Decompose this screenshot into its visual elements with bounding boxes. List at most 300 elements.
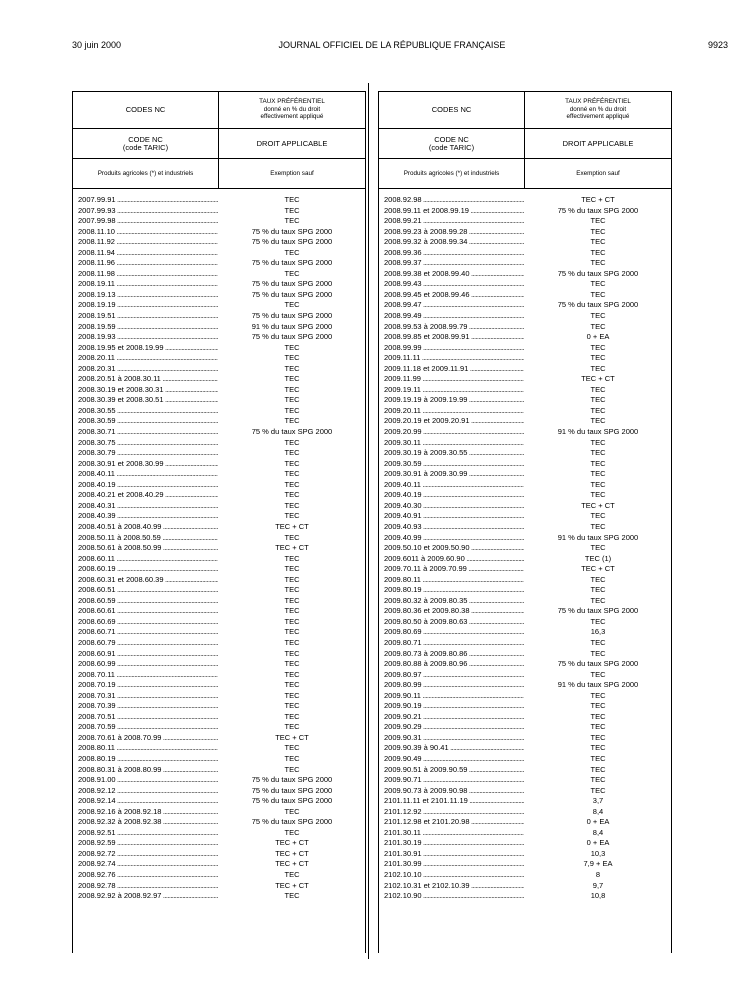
nc-code-cell: 2009.90.39 à 90.41 ..... <box>384 743 524 754</box>
duty-rate-cell: TEC <box>284 648 300 658</box>
nc-code-cell: 2008.40.31 ..... <box>78 501 218 512</box>
duty-rate-cell: TEC <box>590 226 606 236</box>
table-row <box>379 775 671 786</box>
table-row <box>379 838 671 849</box>
nc-code-cell: 2009.19.19 à 2009.19.99 ..... <box>384 395 524 406</box>
duty-rate-cell: TEC <box>590 342 606 352</box>
table-row <box>379 395 671 406</box>
duty-rate-cell: TEC <box>590 722 606 732</box>
nc-code-cell: 2008.50.11 à 2008.50.59 ..... <box>78 533 218 544</box>
duty-rate-cell: TEC <box>590 384 606 394</box>
duty-rate-cell: 75 % du taux SPG 2000 <box>251 817 333 827</box>
table-row <box>73 237 365 248</box>
nc-code-cell: 2008.92.51 ..... <box>78 828 218 839</box>
nc-code-cell: 2008.30.19 et 2008.30.31 ..... <box>78 385 218 396</box>
table-row <box>379 828 671 839</box>
table-row <box>379 533 671 544</box>
table-row <box>73 427 365 438</box>
duty-rate-cell: 0 + EA <box>586 332 610 342</box>
table-row <box>379 670 671 681</box>
table-row <box>379 807 671 818</box>
duty-rate-cell: TEC <box>284 374 300 384</box>
table-row <box>73 564 365 575</box>
duty-rate-cell: 8,4 <box>592 806 604 816</box>
nc-code-cell: 2007.99.93 ..... <box>78 206 218 217</box>
table-row <box>379 311 671 322</box>
table-row <box>73 859 365 870</box>
table-row <box>379 227 671 238</box>
duty-rate-cell: 75 % du taux SPG 2000 <box>251 427 333 437</box>
nc-code-cell: 2009.90.73 à 2009.90.98 ..... <box>384 786 524 797</box>
table-row <box>379 406 671 417</box>
nc-code-cell: 2008.60.99 ..... <box>78 659 218 670</box>
table-row <box>73 416 365 427</box>
nc-code-cell: 2009.19.11 ..... <box>384 385 524 396</box>
duty-rate-cell: TEC <box>284 711 300 721</box>
nc-code-cell: 2009.90.29 ..... <box>384 722 524 733</box>
duty-rate-cell: TEC <box>284 564 300 574</box>
table-row <box>73 691 365 702</box>
nc-code-cell: 2101.12.98 et 2101.20.98 ..... <box>384 817 524 828</box>
issue-date: 30 juin 2000 <box>72 40 122 50</box>
nc-code-cell: 2008.92.98 ..... <box>384 195 524 206</box>
duty-rate-cell: TEC (1) <box>584 553 612 563</box>
table-row <box>73 796 365 807</box>
duty-rate-cell: TEC <box>590 648 606 658</box>
nc-code-cell: 2008.99.37 ..... <box>384 258 524 269</box>
table-row <box>73 353 365 364</box>
duty-rate-cell: 75 % du taux SPG 2000 <box>251 237 333 247</box>
table-row <box>379 206 671 217</box>
duty-rate-cell: TEC <box>284 353 300 363</box>
duty-rate-cell: TEC <box>284 680 300 690</box>
duty-rate-cell: TEC <box>590 237 606 247</box>
nc-code-cell: 2008.92.14 ..... <box>78 796 218 807</box>
table-row <box>73 733 365 744</box>
nc-code-cell: 2008.19.93 ..... <box>78 332 218 343</box>
table-row <box>73 585 365 596</box>
taux-preferentiel-heading: TAUX PRÉFÉRENTIEL donné en % du droit effectivement appliqué <box>259 98 325 121</box>
table-row <box>73 385 365 396</box>
table-row <box>73 206 365 217</box>
table-row <box>379 469 671 480</box>
duty-rate-cell: TEC <box>590 637 606 647</box>
table-row <box>379 722 671 733</box>
nc-code-cell: 2008.92.59 ..... <box>78 838 218 849</box>
duty-rate-cell: TEC <box>590 595 606 605</box>
table-row <box>379 786 671 797</box>
nc-code-cell: 2008.40.51 à 2008.40.99 ..... <box>78 522 218 533</box>
table-row <box>379 322 671 333</box>
table-row <box>73 227 365 238</box>
table-row <box>379 596 671 607</box>
codes-nc-heading: CODES NC <box>431 104 472 114</box>
table-row <box>73 395 365 406</box>
nc-code-cell: 2009.90.71 ..... <box>384 775 524 786</box>
nc-code-cell: 2008.30.91 et 2008.30.99 ..... <box>78 459 218 470</box>
table-row <box>73 248 365 259</box>
table-row <box>379 891 671 902</box>
nc-code-cell: 2008.30.59 ..... <box>78 416 218 427</box>
duty-rate-cell: TEC <box>590 690 606 700</box>
nc-code-cell: 2009.40.11 ..... <box>384 480 524 491</box>
nc-code-cell: 2008.40.21 et 2008.40.29 ..... <box>78 490 218 501</box>
nc-code-cell: 2008.99.85 et 2008.99.91 ..... <box>384 332 524 343</box>
nc-code-cell: 2102.10.90 ..... <box>384 891 524 902</box>
table-row <box>379 575 671 586</box>
table-row <box>73 680 365 691</box>
nc-code-cell: 2008.19.11 ..... <box>78 279 218 290</box>
nc-code-cell: 2009.90.19 ..... <box>384 701 524 712</box>
duty-rate-cell: 75 % du taux SPG 2000 <box>557 300 639 310</box>
table-row <box>379 617 671 628</box>
duty-rate-cell: TEC <box>284 195 300 204</box>
table-row <box>73 722 365 733</box>
table-row <box>379 733 671 744</box>
nc-code-cell: 2008.60.11 ..... <box>78 554 218 565</box>
table-row <box>73 701 365 712</box>
duty-rate-cell: TEC <box>590 732 606 742</box>
nc-code-cell: 2008.11.92 ..... <box>78 237 218 248</box>
duty-rate-cell: TEC + CT <box>275 838 309 848</box>
duty-rate-cell: 75 % du taux SPG 2000 <box>557 205 639 215</box>
nc-code-cell: 2008.70.39 ..... <box>78 701 218 712</box>
taux-preferentiel-heading: TAUX PRÉFÉRENTIEL donné en % du droit effectivement appliqué <box>565 98 631 121</box>
table-row <box>379 385 671 396</box>
table-row <box>73 596 365 607</box>
duty-rate-cell: TEC <box>284 806 300 816</box>
duty-rate-cell: TEC <box>284 437 300 447</box>
table-row <box>379 511 671 522</box>
table-row <box>379 459 671 470</box>
tariff-table-right <box>378 91 672 953</box>
table-row <box>73 638 365 649</box>
duty-rate-cell: TEC + CT <box>275 880 309 890</box>
table-row <box>73 279 365 290</box>
nc-code-cell: 2009.20.11 ..... <box>384 406 524 417</box>
table-row <box>379 859 671 870</box>
duty-rate-cell: 91 % du taux SPG 2000 <box>251 321 333 331</box>
nc-code-cell: 2009.80.73 à 2009.80.86 ..... <box>384 649 524 660</box>
duty-rate-cell: TEC <box>284 659 300 669</box>
nc-code-cell: 2101.30.11 ..... <box>384 828 524 839</box>
produits-section-label: Produits agricoles (*) et industriels <box>97 169 194 177</box>
table-row <box>73 490 365 501</box>
duty-rate-cell: TEC + CT <box>275 521 309 531</box>
nc-code-cell: 2009.30.59 ..... <box>384 459 524 470</box>
table-row <box>379 543 671 554</box>
nc-code-cell: 2008.70.19 ..... <box>78 680 218 691</box>
table-row <box>73 511 365 522</box>
nc-code-cell: 2009.20.19 et 2009.20.91 ..... <box>384 416 524 427</box>
nc-code-cell: 2007.99.91 ..... <box>78 195 218 206</box>
duty-rate-cell: TEC <box>284 300 300 310</box>
duty-rate-cell: TEC <box>284 753 300 763</box>
nc-code-cell: 2009.80.88 à 2009.80.96 ..... <box>384 659 524 670</box>
table-row <box>73 543 365 554</box>
duty-rate-cell: TEC <box>284 247 300 257</box>
nc-code-cell: 2008.99.53 à 2008.99.79 ..... <box>384 322 524 333</box>
nc-code-cell: 2008.19.51 ..... <box>78 311 218 322</box>
table-row <box>73 754 365 765</box>
duty-rate-cell: 75 % du taux SPG 2000 <box>557 659 639 669</box>
table-row <box>379 817 671 828</box>
table-row <box>379 743 671 754</box>
table-row <box>379 649 671 660</box>
nc-code-cell: 2008.11.96 ..... <box>78 258 218 269</box>
table-row <box>379 606 671 617</box>
produits-section-label: Produits agricoles (*) et industriels <box>403 169 500 177</box>
nc-code-cell: 2008.19.95 et 2008.19.99 ..... <box>78 343 218 354</box>
duty-rate-cell: TEC <box>590 479 606 489</box>
nc-code-cell: 2009.40.99 ..... <box>384 533 524 544</box>
table-row <box>73 332 365 343</box>
table-row <box>73 343 365 354</box>
nc-code-cell: 2009.90.11 ..... <box>384 691 524 702</box>
nc-code-cell: 2009.40.91 ..... <box>384 511 524 522</box>
nc-code-cell: 2008.92.16 à 2008.92.18 ..... <box>78 807 218 818</box>
nc-code-cell: 2009.11.99 ..... <box>384 374 524 385</box>
nc-code-cell: 2008.70.59 ..... <box>78 722 218 733</box>
nc-code-cell: 2008.99.38 et 2008.99.40 ..... <box>384 269 524 280</box>
duty-rate-cell: TEC <box>590 247 606 257</box>
table-row <box>73 438 365 449</box>
duty-rate-cell: TEC + CT <box>275 732 309 742</box>
nc-code-cell: 2008.30.55 ..... <box>78 406 218 417</box>
duty-rate-cell: TEC <box>284 405 300 415</box>
nc-code-cell: 2008.30.79 ..... <box>78 448 218 459</box>
nc-code-cell: 2009.6011 à 2009.60.90 ..... <box>384 554 524 565</box>
duty-rate-cell: TEC <box>590 416 606 426</box>
nc-code-cell: 2009.80.71 ..... <box>384 638 524 649</box>
duty-rate-cell: TEC <box>284 606 300 616</box>
nc-code-cell: 2008.70.51 ..... <box>78 712 218 723</box>
nc-code-cell: 2008.11.94 ..... <box>78 248 218 259</box>
table-row <box>73 670 365 681</box>
duty-rate-cell: TEC <box>590 764 606 774</box>
nc-code-cell: 2009.30.19 à 2009.30.55 ..... <box>384 448 524 459</box>
nc-code-cell: 2008.11.98 ..... <box>78 269 218 280</box>
duty-rate-cell: TEC <box>284 268 300 278</box>
duty-rate-cell: TEC <box>284 416 300 426</box>
duty-rate-cell: TEC <box>284 743 300 753</box>
table-body <box>73 195 365 902</box>
duty-rate-cell: TEC + CT <box>275 859 309 869</box>
table-rule <box>73 188 365 189</box>
nc-code-cell: 2009.80.99 ..... <box>384 680 524 691</box>
table-row <box>379 627 671 638</box>
duty-rate-cell: 0 + EA <box>586 817 610 827</box>
table-row <box>73 269 365 280</box>
nc-code-cell: 2008.92.78 ..... <box>78 881 218 892</box>
table-row <box>73 575 365 586</box>
table-row <box>379 195 671 206</box>
nc-code-cell: 2008.99.32 à 2008.99.34 ..... <box>384 237 524 248</box>
table-row <box>379 554 671 565</box>
table-row <box>73 311 365 322</box>
table-row <box>73 300 365 311</box>
nc-code-cell: 2009.90.31 ..... <box>384 733 524 744</box>
nc-code-cell: 2009.80.11 ..... <box>384 575 524 586</box>
duty-rate-cell: TEC <box>284 637 300 647</box>
nc-code-cell: 2008.60.71 ..... <box>78 627 218 638</box>
duty-rate-cell: TEC <box>284 870 300 879</box>
duty-rate-cell: TEC <box>284 595 300 605</box>
duty-rate-cell: 10,8 <box>590 891 606 901</box>
nc-code-cell: 2008.60.69 ..... <box>78 617 218 628</box>
duty-rate-cell: TEC <box>590 311 606 321</box>
table-row <box>73 374 365 385</box>
table-row <box>379 374 671 385</box>
table-row <box>73 649 365 660</box>
duty-rate-cell: TEC <box>590 574 606 584</box>
duty-rate-cell: TEC <box>284 469 300 479</box>
nc-code-cell: 2009.40.30 ..... <box>384 501 524 512</box>
duty-rate-cell: 75 % du taux SPG 2000 <box>251 311 333 321</box>
nc-code-cell: 2101.30.19 ..... <box>384 838 524 849</box>
table-row <box>379 849 671 860</box>
table-row <box>73 533 365 544</box>
duty-rate-cell: TEC <box>590 216 606 226</box>
duty-rate-cell: TEC <box>284 764 300 774</box>
table-row <box>73 627 365 638</box>
nc-code-cell: 2008.60.59 ..... <box>78 596 218 607</box>
table-row <box>379 448 671 459</box>
duty-rate-cell: TEC <box>590 701 606 711</box>
duty-rate-cell: TEC <box>590 775 606 785</box>
duty-rate-cell: TEC <box>284 448 300 458</box>
nc-code-cell: 2008.92.92 à 2008.92.97 ..... <box>78 891 218 902</box>
nc-code-cell: 2101.11.11 et 2101.11.19 ..... <box>384 796 524 807</box>
table-row <box>73 817 365 828</box>
duty-rate-cell: TEC <box>284 585 300 595</box>
table-row <box>379 216 671 227</box>
nc-code-cell: 2008.92.76 ..... <box>78 870 218 881</box>
nc-code-cell: 2009.11.11 ..... <box>384 353 524 364</box>
table-row <box>379 438 671 449</box>
table-row <box>73 775 365 786</box>
nc-code-cell: 2008.92.72 ..... <box>78 849 218 860</box>
nc-code-cell: 2008.92.12 ..... <box>78 786 218 797</box>
duty-rate-cell: 3,7 <box>592 796 604 806</box>
duty-rate-cell: TEC <box>590 711 606 721</box>
table-row <box>379 754 671 765</box>
nc-code-cell: 2009.80.36 et 2009.80.38 ..... <box>384 606 524 617</box>
duty-rate-cell: TEC <box>590 258 606 268</box>
column-separator <box>368 83 369 959</box>
table-row <box>379 564 671 575</box>
table-row <box>379 332 671 343</box>
nc-code-cell: 2008.99.49 ..... <box>384 311 524 322</box>
table-row <box>379 712 671 723</box>
nc-code-cell: 2009.80.69 ..... <box>384 627 524 638</box>
duty-rate-cell: 75 % du taux SPG 2000 <box>557 606 639 616</box>
duty-rate-cell: TEC + CT <box>581 374 615 384</box>
table-row <box>73 406 365 417</box>
duty-rate-cell: 75 % du taux SPG 2000 <box>251 796 333 806</box>
duty-rate-cell: TEC <box>284 690 300 700</box>
duty-rate-cell: TEC <box>590 585 606 595</box>
duty-rate-cell: 9,7 <box>592 880 604 890</box>
nc-code-cell: 2008.20.51 à 2008.30.11 ..... <box>78 374 218 385</box>
table-row <box>379 258 671 269</box>
code-taric-heading: CODE NC (code TARIC) <box>428 135 475 152</box>
duty-rate-cell: TEC <box>590 469 606 479</box>
table-row <box>379 522 671 533</box>
table-row <box>73 807 365 818</box>
nc-code-cell: 2008.19.19 ..... <box>78 300 218 311</box>
table-row <box>379 501 671 512</box>
duty-rate-cell: TEC <box>590 405 606 415</box>
duty-rate-cell: 7,9 + EA <box>583 859 613 869</box>
nc-code-cell: 2008.20.11 ..... <box>78 353 218 364</box>
table-row <box>73 828 365 839</box>
duty-rate-cell: TEC <box>284 511 300 521</box>
duty-rate-cell: TEC <box>284 669 300 679</box>
nc-code-cell: 2008.80.11 ..... <box>78 743 218 754</box>
duty-rate-cell: TEC <box>284 395 300 405</box>
exemption-section-label: Exemption sauf <box>270 169 314 177</box>
table-row <box>379 585 671 596</box>
duty-rate-cell: TEC <box>284 574 300 584</box>
duty-rate-cell: TEC <box>590 321 606 331</box>
duty-rate-cell: TEC <box>284 616 300 626</box>
table-row <box>379 343 671 354</box>
duty-rate-cell: TEC <box>590 353 606 363</box>
table-row <box>73 501 365 512</box>
nc-code-cell: 2009.70.11 à 2009.70.99 ..... <box>384 564 524 575</box>
nc-code-cell: 2008.40.19 ..... <box>78 480 218 491</box>
duty-rate-cell: 75 % du taux SPG 2000 <box>557 268 639 278</box>
nc-code-cell: 2009.80.97 ..... <box>384 670 524 681</box>
duty-rate-cell: TEC + CT <box>581 195 615 204</box>
duty-rate-cell: 75 % du taux SPG 2000 <box>251 258 333 268</box>
duty-rate-cell: 10,3 <box>590 848 606 858</box>
nc-code-cell: 2008.19.13 ..... <box>78 290 218 301</box>
duty-rate-cell: TEC <box>590 279 606 289</box>
duty-rate-cell: TEC <box>590 490 606 500</box>
nc-code-cell: 2008.99.11 et 2008.99.19 ..... <box>384 206 524 217</box>
table-row <box>379 248 671 259</box>
nc-code-cell: 2009.40.93 ..... <box>384 522 524 533</box>
duty-rate-cell: TEC + CT <box>581 564 615 574</box>
duty-rate-cell: TEC <box>284 701 300 711</box>
duty-rate-cell: TEC <box>590 743 606 753</box>
nc-code-cell: 2008.19.59 ..... <box>78 322 218 333</box>
duty-rate-cell: TEC <box>590 521 606 531</box>
running-head <box>56 40 728 52</box>
table-row <box>73 891 365 902</box>
table-row <box>379 691 671 702</box>
duty-rate-cell: 16,3 <box>590 627 606 637</box>
table-row <box>73 712 365 723</box>
duty-rate-cell: TEC <box>590 363 606 373</box>
duty-rate-cell: 8 <box>595 870 601 879</box>
nc-code-cell: 2101.30.99 ..... <box>384 859 524 870</box>
journal-title: JOURNAL OFFICIEL DE LA RÉPUBLIQUE FRANÇAISE <box>278 40 506 50</box>
table-row <box>73 765 365 776</box>
table-row <box>379 765 671 776</box>
nc-code-cell: 2008.80.31 à 2008.80.99 ..... <box>78 765 218 776</box>
duty-rate-cell: TEC <box>284 216 300 226</box>
nc-code-cell: 2008.70.31 ..... <box>78 691 218 702</box>
duty-rate-cell: 91 % du taux SPG 2000 <box>557 532 639 542</box>
duty-rate-cell: TEC <box>590 448 606 458</box>
nc-code-cell: 2007.99.98 ..... <box>78 216 218 227</box>
nc-code-cell: 2009.40.19 ..... <box>384 490 524 501</box>
nc-code-cell: 2008.40.39 ..... <box>78 511 218 522</box>
table-row <box>379 279 671 290</box>
